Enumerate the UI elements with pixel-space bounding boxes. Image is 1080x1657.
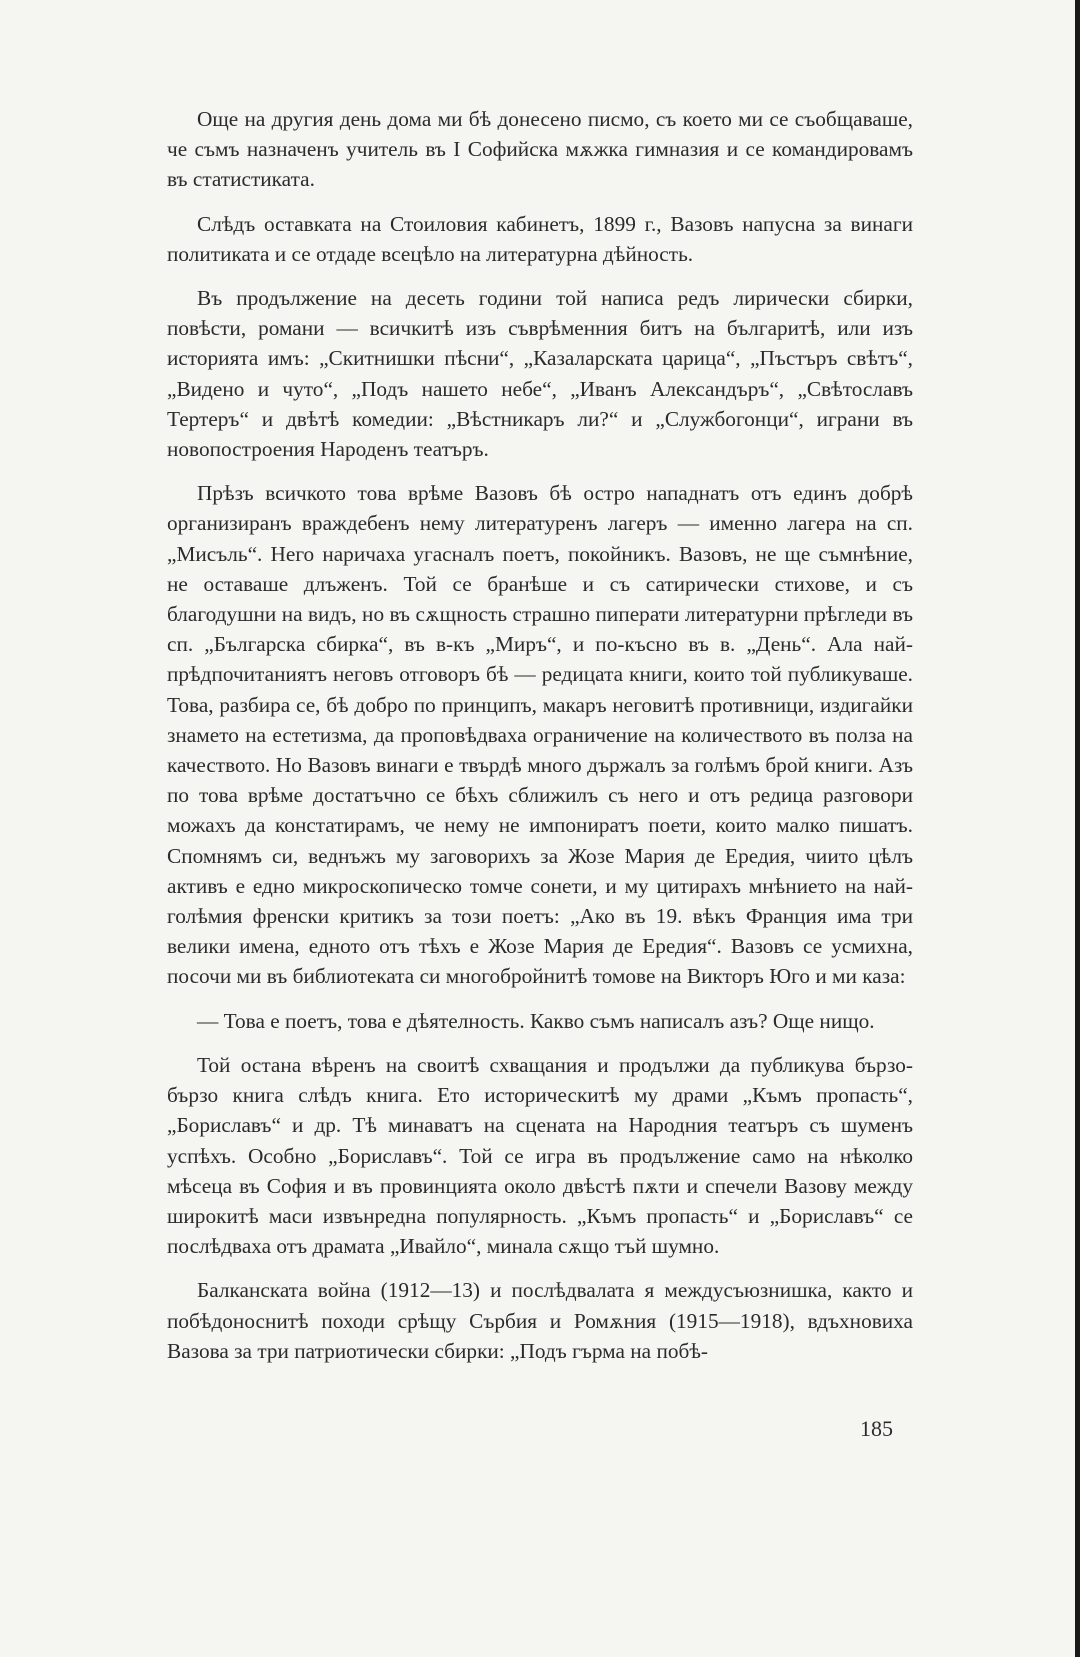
paragraph-7: Балканската война (1912—13) и послѣдвалата я междусъюзнишка, както и побѣдоноснитѣ походи срѣщу Сърбия и Ромѫния (1915—1918), вдъхновиха Вазова за три патриотически сбирки: „Подъ гърма на побѣ-	[167, 1278, 913, 1363]
paragraph-5: — Това е поетъ, това е дѣятелность. Какво съмъ написалъ азъ? Още нищо.	[197, 1008, 875, 1033]
paragraph-2: Слѣдъ оставката на Стоиловия кабинетъ, 1899 г., Вазовъ напусна за винаги политиката и се отдаде всецѣло на литературна дѣйность.	[167, 211, 913, 266]
page-number: 185	[860, 1416, 893, 1441]
body-text	[167, 104, 913, 1380]
paragraph-1: Още на другия день дома ми бѣ донесено писмо, съ което ми се съобщаваше, че съмъ назначенъ учитель въ I Софийска мѫжка гимназия и се командировамъ въ статистиката.	[167, 107, 913, 192]
paragraph-4: Прѣзъ всичкото това врѣме Вазовъ бѣ остро нападнатъ отъ единъ добрѣ организиранъ враждебенъ нему литературенъ лагеръ — именно лагера на сп. „Мисъль“. Него наричаха угасналъ поетъ, покойникъ. Вазовъ, не ще съмнѣние, не оставаше длъженъ. Той се бранѣше и съ сатирически стихове, и съ благодушни на видъ, но въ сѫщность страшно пиперати литературни прѣгледи въ сп. „Българска сбирка“, въ в-къ „Миръ“, и по-късно въ в. „День“. Ала най-прѣдпочитаниятъ неговъ отговоръ бѣ — редицата книги, които той публикуваше. Това, разбира се, бѣ добро по принципъ, макаръ неговитѣ противници, издигайки знамето на естетизма, да проповѣдваха ограничение на количеството въ полза на качеството. Но Вазовъ винаги е твърдѣ много държалъ за голѣмъ брой книги. Азъ по това врѣме достатъчно се бѣхъ сближилъ съ него и отъ редица разговори можахъ да констатирамъ, че нему не импониратъ поети, които малко пишатъ. Спомнямъ си, веднъжъ му заговорихъ за Жозе Мария де Ередия, чиито цѣлъ активъ е едно микроскопическо томче сонети, и му цитирахъ мнѣнието на най-голѣмия френски критикъ за този поетъ: „Ако въ 19. вѣкъ Франция има три велики имена, едното отъ тѣхъ е Жозе Мария де Ередия“. Вазовъ се усмихна, посочи ми въ библиотеката си многобройнитѣ томове на Викторъ Юго и ми каза:	[167, 481, 913, 989]
paragraph-3: Въ продължение на десеть години той написа редъ лирически сбирки, повѣсти, романи — всичкитѣ изъ съврѣменния битъ на българитѣ, или изъ историята имъ: „Скитнишки пѣсни“, „Казаларската царица“, „Пъстъръ свѣтъ“, „Видено и чуто“, „Подъ нашето небе“, „Иванъ Александъръ“, „Свѣтославъ Тертеръ“ и двѣтѣ комедии: „Вѣстникаръ ли?“ и „Службогонци“, играни въ новопостроения Народенъ театъръ.	[167, 286, 913, 462]
page-edge-shadow	[1075, 0, 1080, 1657]
paragraph-6: Той остана вѣренъ на своитѣ схващания и продължи да публикува бързо-бързо книга слѣдъ книга. Ето историческитѣ му драми „Къмъ пропасть“, „Бориславъ“ и др. Тѣ минаватъ на сцената на Народния театъръ съ шуменъ успѣхъ. Особно „Бориславъ“. Той се игра въ продължение само на нѣколко мѣсеца въ София и въ провинцията около двѣстѣ пѫти и спечели Вазову между широкитѣ маси извънредна популярность. „Къмъ пропасть“ и „Бориславъ“ се послѣдваха отъ драмата „Ивайло“, минала сѫщо тъй шумно.	[167, 1052, 913, 1259]
